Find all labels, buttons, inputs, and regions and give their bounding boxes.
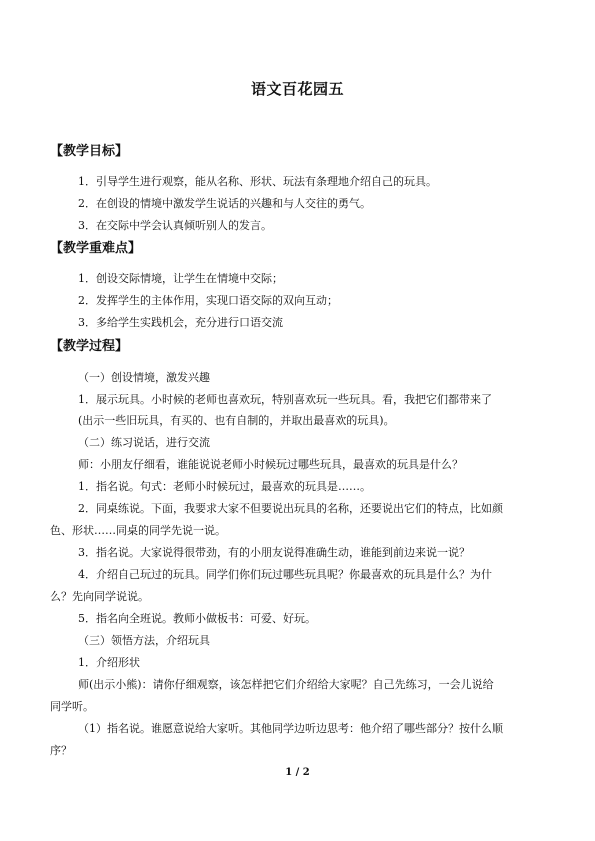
process-line: 同学听。 — [50, 700, 94, 713]
process-line: 5．指名向全班说。教师小做板书：可爱、好玩。 — [78, 612, 316, 625]
process-line: 2．同桌练说。下面，我要求大家不但要说出玩具的名称，还要说出它们的特点，比如颜 — [78, 502, 503, 515]
goal-item: 1．引导学生进行观察，能从名称、形状、玩法有条理地介绍自己的玩具。 — [78, 175, 437, 188]
section-heading-goals: 【教学目标】 — [50, 144, 129, 159]
keypoint-item: 3．多给学生实践机会，充分进行口语交流 — [78, 316, 283, 329]
section-heading-process: 【教学过程】 — [50, 339, 129, 354]
process-line: 3．指名说。大家说得很带劲，有的小朋友说得准确生动，谁能到前边来说一说？ — [78, 546, 470, 559]
process-line: 师(出示小熊)：请你仔细观察，该怎样把它们介绍给大家呢？自己先练习，一会儿说给 — [78, 678, 494, 691]
keypoint-item: 2．发挥学生的主体作用，实现口语交际的双向互动； — [78, 294, 338, 307]
process-line: 序？ — [50, 744, 72, 757]
process-line: 4．介绍自己玩过的玩具。同学们你们玩过哪些玩具呢？你最喜欢的玩具是什么？为什 — [78, 568, 492, 581]
process-line: 色、形状……同桌的同学先说一说。 — [50, 524, 226, 537]
process-line: 师：小朋友仔细看，谁能说说老师小时候玩过哪些玩具，最喜欢的玩具是什么？ — [78, 458, 463, 471]
process-line: 1．指名说。句式：老师小时候玩过，最喜欢的玩具是……。 — [78, 480, 371, 493]
goal-item: 3．在交际中学会认真倾听别人的发言。 — [78, 219, 272, 232]
keypoint-item: 1．创设交际情境，让学生在情境中交际； — [78, 272, 283, 285]
process-line: (出示一些旧玩具，有买的、也有自制的，并取出最喜欢的玩具)。 — [78, 414, 395, 427]
goal-item: 2．在创设的情境中激发学生说话的兴趣和与人交往的勇气。 — [78, 197, 371, 210]
process-line: （二）练习说话，进行交流 — [78, 436, 210, 449]
page-number: 1 / 2 — [285, 767, 310, 778]
process-line: （1）指名说。谁愿意说给大家听。其他同学边听边思考：他介绍了哪些部分？按什么顺 — [78, 722, 503, 735]
section-heading-keypoints: 【教学重难点】 — [50, 241, 142, 256]
process-line: （一）创设情境，激发兴趣 — [78, 371, 210, 384]
process-line: （三）领悟方法，介绍玩具 — [78, 634, 210, 647]
process-line: 么？先向同学说说。 — [50, 590, 149, 603]
document-title: 语文百花园五 — [250, 80, 344, 98]
process-line: 1．展示玩具。小时候的老师也喜欢玩，特别喜欢玩一些玩具。看，我把它们都带来了 — [78, 393, 492, 406]
process-line: 1．介绍形状 — [78, 656, 140, 669]
